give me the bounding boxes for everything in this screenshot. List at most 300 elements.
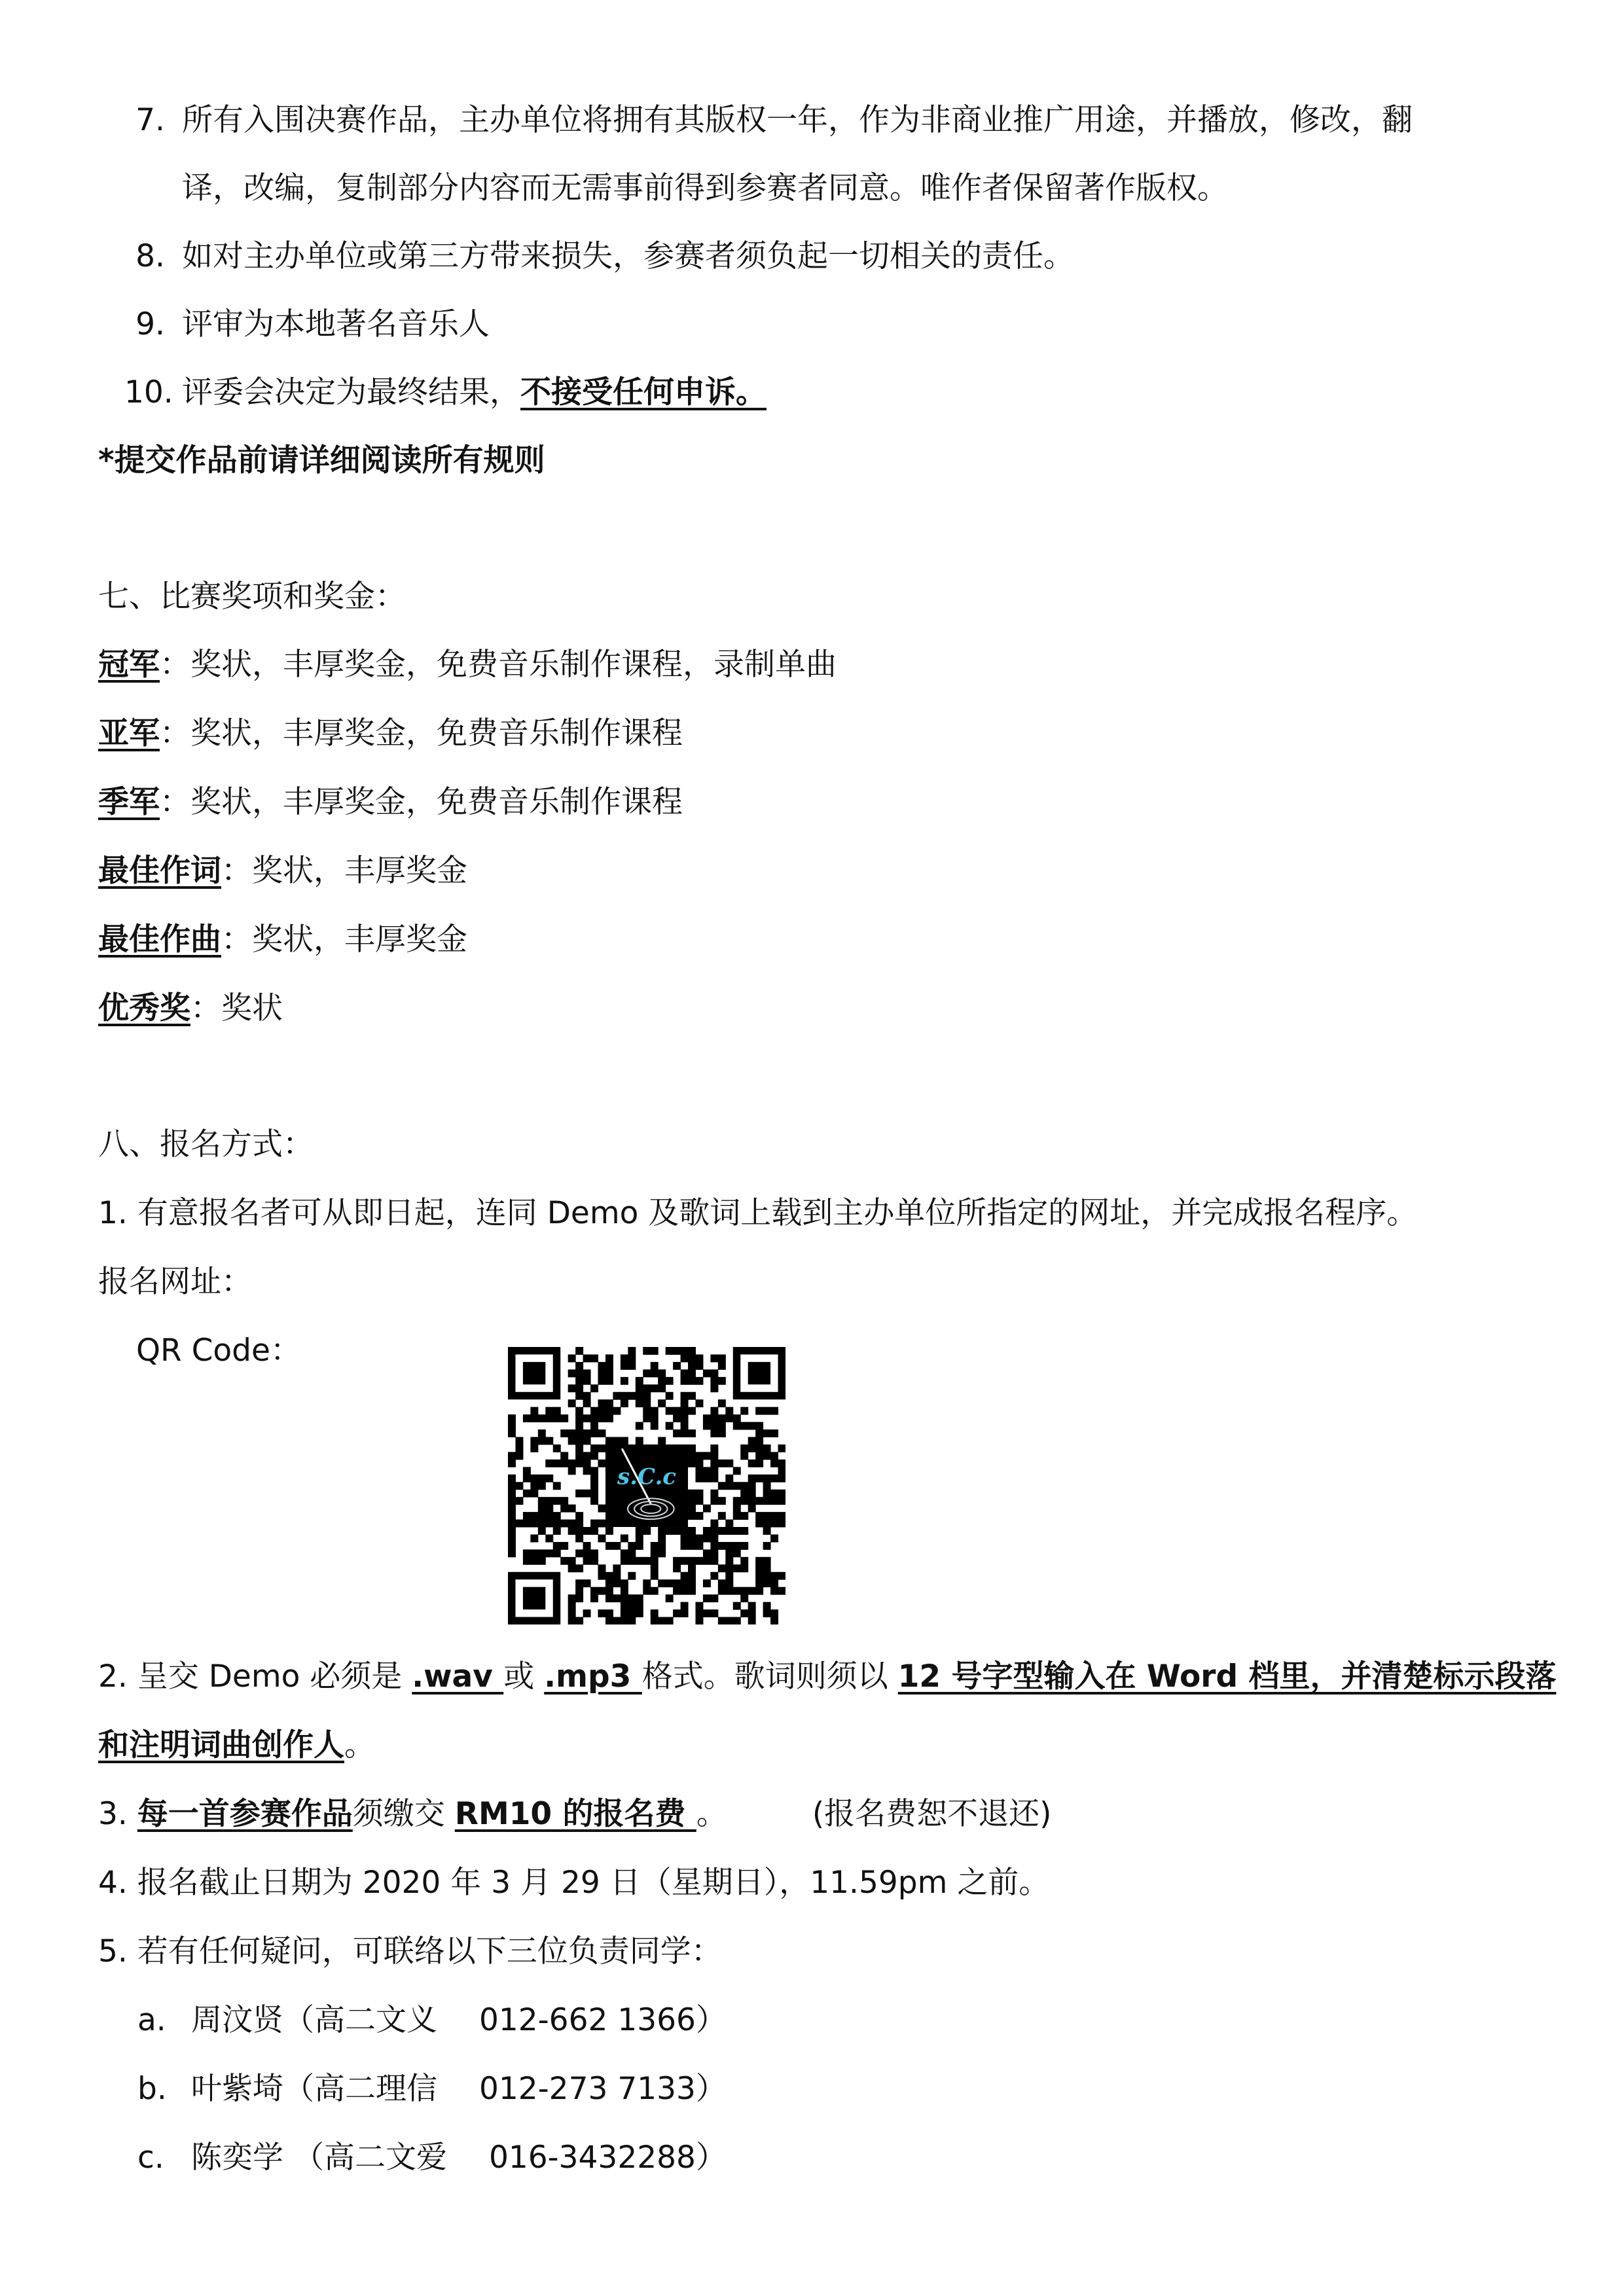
qr-module [508, 1534, 516, 1542]
qr-module [598, 1460, 606, 1467]
qr-module [545, 1534, 553, 1542]
qr-module [560, 1520, 568, 1528]
qr-module [778, 1460, 785, 1467]
contact-phone: 016-3432288） [488, 2140, 727, 2176]
qr-module [740, 1609, 748, 1617]
award-name: 优秀奖 [98, 990, 190, 1026]
qr-module [628, 1557, 636, 1565]
qr-module [613, 1572, 621, 1580]
qr-module [681, 1369, 689, 1377]
qr-module [590, 1384, 598, 1392]
qr-module [508, 1512, 516, 1520]
qr-module [636, 1557, 643, 1565]
qr-module [621, 1437, 628, 1445]
qr-module [628, 1542, 636, 1550]
qr-module [590, 1482, 598, 1490]
qr-module [628, 1617, 636, 1624]
award-desc: ：奖状，丰厚奖金，免费音乐制作课程 [160, 715, 683, 751]
qr-module [710, 1467, 718, 1475]
qr-module [613, 1564, 621, 1572]
qr-module [530, 1549, 538, 1557]
qr-module [523, 1414, 531, 1422]
rule-text: 所有入围决赛作品，主办单位将拥有其版权一年，作为非商业推广用途，并播放，修改，翻 [182, 102, 1413, 138]
qr-module [598, 1564, 606, 1572]
step-text: 3. [98, 1796, 137, 1832]
qr-module [530, 1407, 538, 1415]
qr-module [651, 1407, 659, 1415]
qr-module [590, 1467, 598, 1475]
award-desc: ：奖状，丰厚奖金 [221, 922, 467, 958]
qr-module [703, 1534, 711, 1542]
qr-module [575, 1429, 583, 1437]
qr-module [605, 1527, 613, 1535]
qr-module [718, 1377, 726, 1385]
qr-module [725, 1520, 733, 1528]
qr-module [770, 1460, 778, 1467]
qr-module [688, 1407, 696, 1415]
qr-module [695, 1460, 703, 1467]
rule-text: 译，改编，复制部分内容而无需事前得到参赛者同意。唯作者保留著作版权。 [182, 170, 1228, 206]
qr-module [568, 1594, 576, 1602]
qr-module [658, 1534, 666, 1542]
qr-module [643, 1587, 651, 1595]
qr-module [710, 1422, 718, 1430]
qr-module [681, 1392, 689, 1400]
qr-module [628, 1549, 636, 1557]
qr-module [710, 1407, 718, 1415]
qr-module [560, 1542, 568, 1550]
qr-module [523, 1467, 531, 1475]
step-emphasis: 和注明词曲创作人 [98, 1727, 344, 1763]
qr-module [621, 1534, 628, 1542]
qr-module [681, 1557, 689, 1565]
qr-module [778, 1520, 785, 1528]
qr-module [643, 1579, 651, 1587]
qr-module [718, 1354, 726, 1362]
qr-module [560, 1460, 568, 1467]
qr-module [508, 1482, 516, 1490]
qr-module [718, 1414, 726, 1422]
qr-module [508, 1452, 516, 1460]
qr-module [575, 1512, 583, 1520]
qr-module [560, 1505, 568, 1513]
qr-module [636, 1594, 643, 1602]
rule-emphasis: 不接受任何申诉。 [520, 374, 767, 410]
qr-module [651, 1572, 659, 1580]
qr-module [748, 1444, 756, 1452]
qr-module [718, 1482, 726, 1490]
qr-module [575, 1564, 583, 1572]
qr-module [636, 1422, 643, 1430]
registration-step-2-continued [98, 1726, 375, 1765]
qr-module [673, 1414, 681, 1422]
qr-module [673, 1527, 681, 1535]
qr-module [621, 1362, 628, 1370]
qr-module [508, 1414, 516, 1422]
qr-module [568, 1384, 576, 1392]
qr-module [530, 1557, 538, 1565]
qr-module [508, 1460, 516, 1467]
qr-module [590, 1444, 598, 1452]
step-text: 。 [344, 1727, 375, 1763]
qr-module [651, 1422, 659, 1430]
qr-module [553, 1549, 561, 1557]
qr-module [545, 1475, 553, 1482]
qr-module [538, 1505, 546, 1513]
qr-module [575, 1444, 583, 1452]
qr-module [575, 1407, 583, 1415]
qr-module [568, 1557, 576, 1565]
qr-module [658, 1369, 666, 1377]
qr-module [740, 1407, 748, 1415]
qr-module [688, 1579, 696, 1587]
step-text: 格式。歌词则须以 [641, 1659, 898, 1695]
qr-module [651, 1369, 659, 1377]
qr-module [710, 1490, 718, 1498]
qr-module [778, 1497, 785, 1505]
contact-letter: b. [137, 2071, 167, 2107]
qr-module [598, 1505, 606, 1513]
qr-module [666, 1527, 674, 1535]
qr-module [755, 1520, 763, 1528]
qr-module [583, 1579, 591, 1587]
qr-finder-center [748, 1362, 770, 1384]
qr-module [538, 1557, 546, 1565]
qr-module [530, 1475, 538, 1482]
qr-module [703, 1369, 711, 1377]
qr-code-image[interactable] [508, 1347, 785, 1624]
qr-module [560, 1497, 568, 1505]
format-mp3: .mp3 [544, 1659, 642, 1695]
qr-module [740, 1542, 748, 1550]
qr-module [733, 1505, 741, 1513]
qr-module [681, 1609, 689, 1617]
award-name: 最佳作词 [98, 853, 221, 889]
qr-module [688, 1490, 696, 1498]
qr-module [681, 1579, 689, 1587]
qr-module [763, 1512, 771, 1520]
qr-module [538, 1512, 546, 1520]
qr-module [583, 1429, 591, 1437]
qr-module [651, 1347, 659, 1355]
qr-module [538, 1437, 546, 1445]
qr-module [575, 1549, 583, 1557]
qr-module [636, 1399, 643, 1407]
qr-module [763, 1490, 771, 1498]
qr-module [643, 1399, 651, 1407]
qr-module [530, 1534, 538, 1542]
qr-module [725, 1460, 733, 1467]
qr-module [673, 1579, 681, 1587]
qr-finder-center [523, 1587, 545, 1609]
qr-module [725, 1557, 733, 1565]
qr-logo-text: s.C.c [617, 1463, 676, 1490]
qr-module [621, 1602, 628, 1610]
qr-module [733, 1587, 741, 1595]
qr-module [636, 1602, 643, 1610]
qr-module [703, 1452, 711, 1460]
award-item [98, 645, 837, 685]
qr-module [628, 1572, 636, 1580]
qr-module [575, 1369, 583, 1377]
qr-module [688, 1392, 696, 1400]
qr-module [718, 1497, 726, 1505]
qr-module [666, 1594, 674, 1602]
qr-module [748, 1617, 756, 1624]
qr-module [695, 1467, 703, 1475]
qr-module [553, 1407, 561, 1415]
qr-module [688, 1347, 696, 1355]
qr-module [651, 1384, 659, 1392]
qr-module [628, 1602, 636, 1610]
contact-name: 周汶贤（高二文义 [191, 2002, 437, 2038]
qr-module [583, 1414, 591, 1422]
qr-module [703, 1549, 711, 1557]
qr-module [770, 1520, 778, 1528]
qr-module [733, 1527, 741, 1535]
qr-module [568, 1564, 576, 1572]
qr-module [740, 1490, 748, 1498]
qr-module [636, 1384, 643, 1392]
qr-module [681, 1399, 689, 1407]
qr-module [560, 1452, 568, 1460]
qr-module [695, 1354, 703, 1362]
qr-module [568, 1467, 576, 1475]
qr-module [583, 1452, 591, 1460]
qr-module [643, 1384, 651, 1392]
qr-module [636, 1527, 643, 1535]
qr-module [583, 1557, 591, 1565]
qr-module [568, 1505, 576, 1513]
qr-module [770, 1429, 778, 1437]
qr-module [605, 1377, 613, 1385]
qr-module [770, 1579, 778, 1587]
awards-heading: 七、比赛奖项和奖金： [98, 579, 406, 615]
qr-module [718, 1512, 726, 1520]
qr-module [598, 1414, 606, 1422]
qr-module [658, 1542, 666, 1550]
qr-module [695, 1377, 703, 1385]
qr-module [545, 1460, 553, 1467]
qr-module [718, 1422, 726, 1430]
qr-module [763, 1444, 771, 1452]
qr-module [651, 1414, 659, 1422]
qr-module [508, 1542, 516, 1550]
qr-module [748, 1587, 756, 1595]
qr-module [710, 1572, 718, 1580]
qr-module [740, 1422, 748, 1430]
qr-module [530, 1520, 538, 1528]
qr-module [718, 1399, 726, 1407]
qr-module [598, 1407, 606, 1415]
qr-module [681, 1572, 689, 1580]
qr-module [718, 1362, 726, 1370]
award-item [98, 783, 683, 822]
qr-module [583, 1460, 591, 1467]
qr-module [666, 1392, 674, 1400]
qr-module [710, 1460, 718, 1467]
qr-module [575, 1437, 583, 1445]
qr-module [725, 1587, 733, 1595]
qr-module [778, 1587, 785, 1595]
qr-module [651, 1549, 659, 1557]
contact-phone: 012-662 1366） [479, 2002, 727, 2038]
qr-module [515, 1444, 523, 1452]
qr-module [621, 1587, 628, 1595]
qr-module [755, 1429, 763, 1437]
qr-module [643, 1407, 651, 1415]
qr-module [740, 1452, 748, 1460]
qr-module [530, 1512, 538, 1520]
qr-module [681, 1587, 689, 1595]
qr-module [725, 1527, 733, 1535]
qr-module [688, 1362, 696, 1370]
qr-module [695, 1452, 703, 1460]
qr-module [688, 1557, 696, 1565]
qr-module [763, 1564, 771, 1572]
qr-module [643, 1557, 651, 1565]
qr-module [628, 1594, 636, 1602]
qr-module [710, 1475, 718, 1482]
step-text: 。 [696, 1796, 727, 1832]
qr-module [688, 1377, 696, 1385]
qr-module [590, 1422, 598, 1430]
qr-module [508, 1549, 516, 1557]
qr-module [763, 1527, 771, 1535]
qr-module [695, 1490, 703, 1498]
qr-module [651, 1362, 659, 1370]
qr-module [740, 1527, 748, 1535]
qr-module [605, 1399, 613, 1407]
qr-module [763, 1497, 771, 1505]
qr-module [733, 1512, 741, 1520]
qr-module [575, 1377, 583, 1385]
qr-module [710, 1520, 718, 1528]
qr-module [575, 1362, 583, 1370]
qr-module [778, 1475, 785, 1482]
qr-module [755, 1475, 763, 1482]
qr-module [643, 1527, 651, 1535]
qr-module [703, 1557, 711, 1565]
qr-module [740, 1594, 748, 1602]
qr-module [695, 1617, 703, 1624]
qr-module [763, 1482, 771, 1490]
qr-module [695, 1362, 703, 1370]
registration-url-label: 报名网址： [98, 1264, 252, 1300]
qr-module [718, 1587, 726, 1595]
qr-module [613, 1407, 621, 1415]
qr-module [778, 1572, 785, 1580]
qr-module [748, 1460, 756, 1467]
qr-module [703, 1609, 711, 1617]
rule-number: 9. [135, 306, 165, 342]
qr-module [553, 1542, 561, 1550]
qr-module [590, 1354, 598, 1362]
fee-amount: RM10 的报名费 [454, 1796, 696, 1832]
qr-module [718, 1579, 726, 1587]
qr-module [681, 1602, 689, 1610]
qr-module [733, 1564, 741, 1572]
qr-module [703, 1422, 711, 1430]
qr-module [575, 1422, 583, 1430]
qr-module [605, 1369, 613, 1377]
qr-module [538, 1520, 546, 1528]
qr-module [613, 1579, 621, 1587]
qr-module [673, 1362, 681, 1370]
qr-module [710, 1542, 718, 1550]
qr-module [605, 1437, 613, 1445]
qr-module [763, 1542, 771, 1550]
qr-module [748, 1490, 756, 1498]
qr-module [545, 1407, 553, 1415]
qr-module [658, 1377, 666, 1385]
qr-module [681, 1422, 689, 1430]
qr-module [748, 1437, 756, 1445]
qr-module [666, 1422, 674, 1430]
qr-module [778, 1490, 785, 1498]
qr-module [605, 1407, 613, 1415]
qr-module [688, 1497, 696, 1505]
qr-module [590, 1527, 598, 1535]
qr-module [733, 1422, 741, 1430]
qr-module [688, 1505, 696, 1513]
qr-module [688, 1460, 696, 1467]
qr-module [755, 1557, 763, 1565]
qr-module [710, 1594, 718, 1602]
qr-module [575, 1527, 583, 1535]
qr-module [590, 1549, 598, 1557]
qr-module [710, 1497, 718, 1505]
qr-module [770, 1512, 778, 1520]
qr-module [583, 1399, 591, 1407]
qr-module [590, 1429, 598, 1437]
qr-module [636, 1377, 643, 1385]
qr-module [725, 1549, 733, 1557]
qr-module [673, 1407, 681, 1415]
qr-module [605, 1594, 613, 1602]
qr-module [733, 1549, 741, 1557]
qr-module [755, 1422, 763, 1430]
contact-item [137, 2001, 727, 2040]
qr-module [755, 1572, 763, 1580]
qr-module [598, 1444, 606, 1452]
registration-step-5: 5. 若有任何疑问，可联络以下三位负责同学： [98, 1933, 722, 1969]
qr-module [583, 1467, 591, 1475]
qr-module [523, 1549, 531, 1557]
qr-module [770, 1609, 778, 1617]
qr-module [725, 1564, 733, 1572]
qr-module [673, 1564, 681, 1572]
qr-module [740, 1564, 748, 1572]
qr-module [695, 1399, 703, 1407]
qr-module [763, 1557, 771, 1565]
qr-module [590, 1497, 598, 1505]
qr-module [508, 1429, 516, 1437]
qr-module [560, 1429, 568, 1437]
qr-module [545, 1549, 553, 1557]
qr-module [755, 1437, 763, 1445]
qr-module [666, 1617, 674, 1624]
qr-module [621, 1399, 628, 1407]
qr-module [545, 1505, 553, 1513]
qr-module [748, 1475, 756, 1482]
qr-module [643, 1347, 651, 1355]
qr-module [688, 1429, 696, 1437]
qr-module [621, 1557, 628, 1565]
qr-module [545, 1414, 553, 1422]
qr-module [621, 1594, 628, 1602]
qr-module [703, 1414, 711, 1422]
